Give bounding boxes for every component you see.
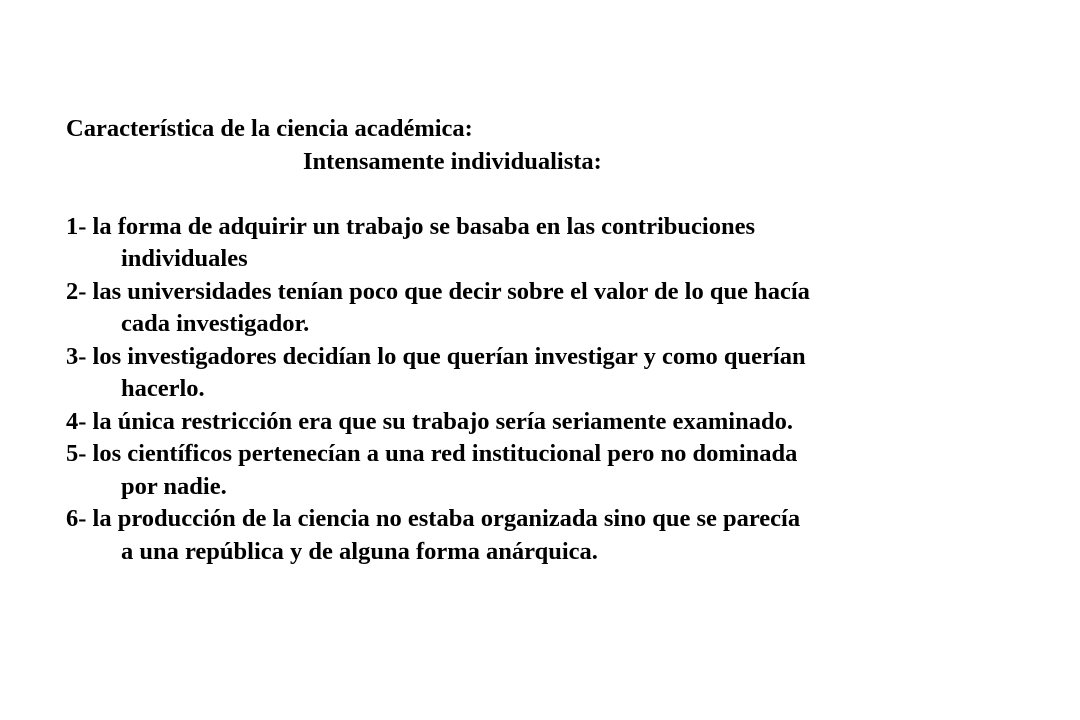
list-item-5: 5- los científicos pertenecían a una red institucional pero no dominada — [66, 440, 798, 467]
spacer — [66, 178, 1056, 211]
slide-title: Característica de la ciencia académica: — [66, 115, 473, 142]
slide-content — [66, 113, 1056, 568]
list-item-2: 2- las universidades tenían poco que decir sobre el valor de lo que hacía — [66, 277, 810, 305]
list-item-3: 3- los investigadores decidían lo que querían investigar y como querían — [66, 342, 806, 370]
slide-subtitle: Intensamente individualista: — [303, 147, 602, 175]
list-item-3-continuation: hacerlo. — [121, 375, 205, 402]
list-item-6: 6- la producción de la ciencia no estaba organizada sino que se parecía — [66, 505, 801, 532]
list-item-1-continuation: individuales — [121, 245, 248, 272]
list-item-4: 4- la única restricción era que su trabajo sería seriamente examinado. — [66, 407, 793, 435]
list-item-2-continuation: cada investigador. — [121, 310, 310, 337]
list-item-1: 1- la forma de adquirir un trabajo se basaba en las contribuciones — [66, 212, 755, 240]
list-item-5-continuation: por nadie. — [121, 472, 227, 500]
list-item-6-continuation: a una república y de alguna forma anárquica. — [121, 537, 598, 565]
